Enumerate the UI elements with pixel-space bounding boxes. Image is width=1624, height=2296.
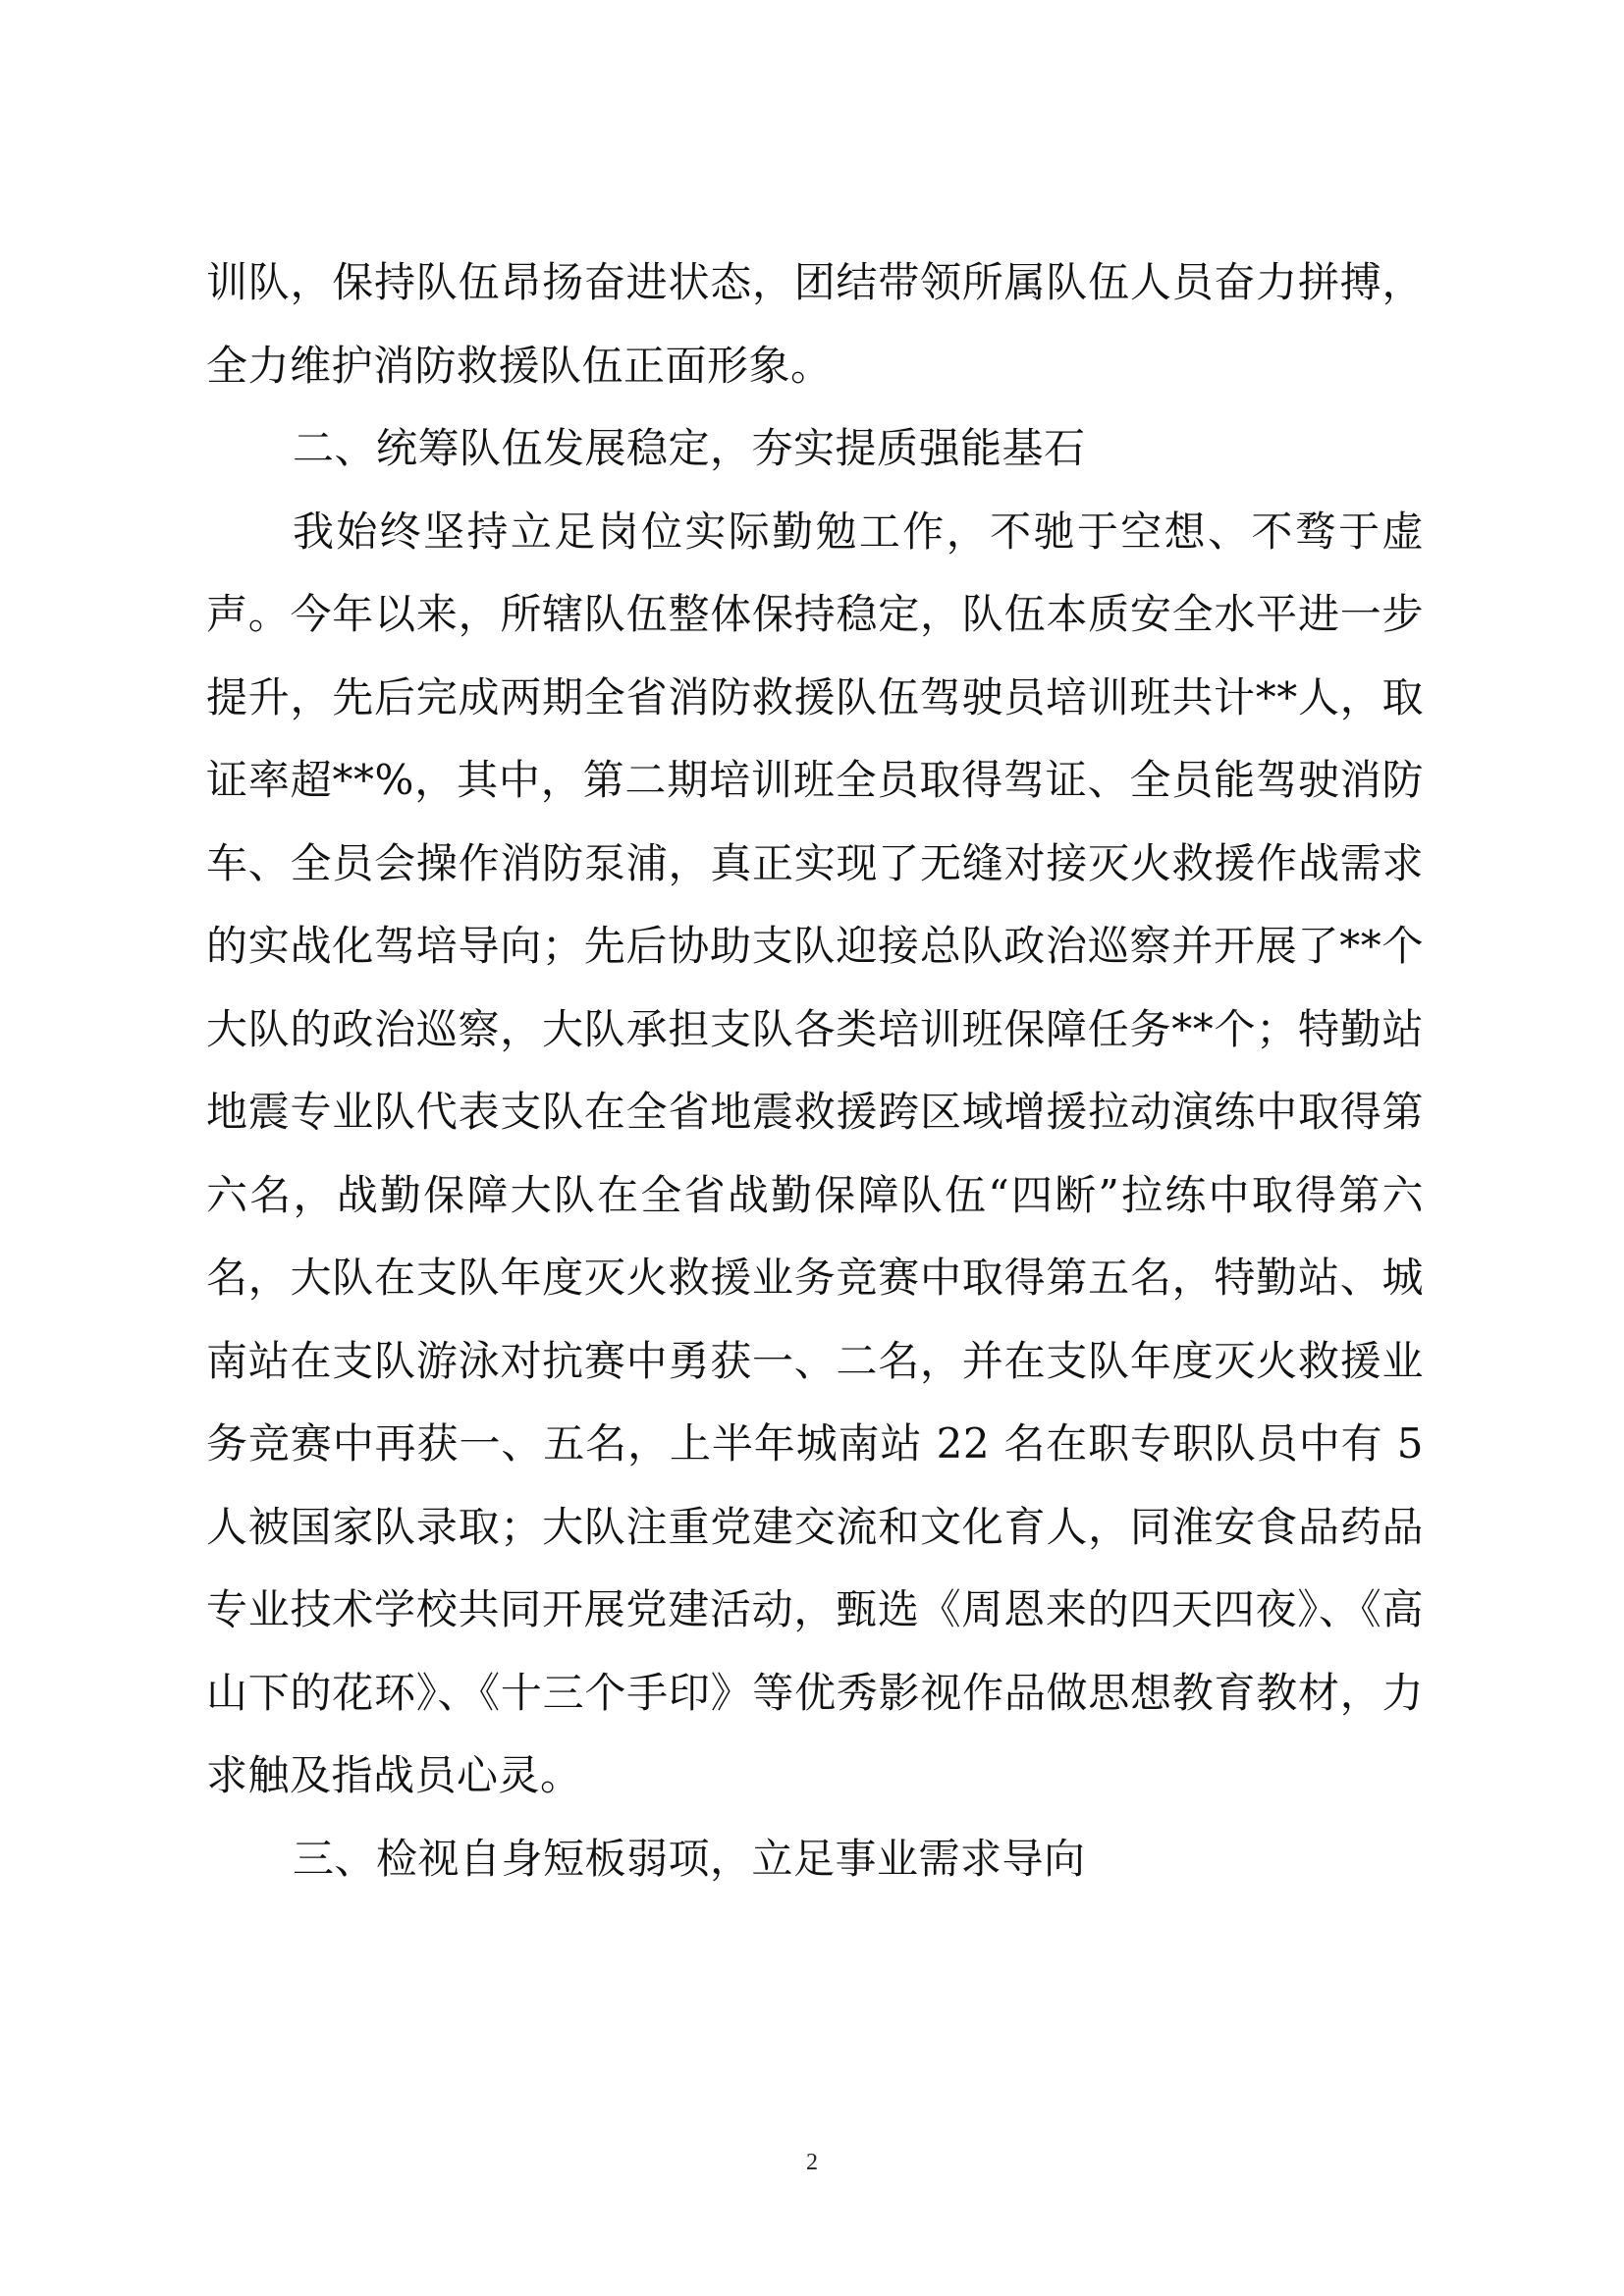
section-heading-3: 三、检视自身短板弱项，立足事业需求导向: [293, 1834, 1086, 1883]
page-number: 2: [806, 2150, 818, 2175]
paragraph-body: 我始终坚持立足岗位实际勤勉工作，不驰于空想、不骛于虚声。今年以来，所辖队伍整体保持稳定，队伍本质安全水平进一步提升，先后完成两期全省消防救援队伍驾驶员培训班共计**人，取证率超**%，其中，第二期培训班全员取得驾证、全员能驾驶消防车、全员会操作消防泵浦，真正实现了无缝对接灭火救援作战需求的实战化驾培导向；先后协助支队迎接总队政治巡察并开展了**个大队的政治巡察，大队承担支队各类培训班保障任务**个；特勤站地震专业队代表支队在全省地震救援跨区域增援拉动演练中取得第六名，战勤保障大队在全省战勤保障队伍“四断”拉练中取得第六名，大队在支队年度灭火救援业务竞赛中取得第五名，特勤站、城南站在支队游泳对抗赛中勇获一、二名，并在支队年度灭火救援业务竞赛中再获一、五名，上半年城南站 22 名在职专职队员中有 5 人被国家队录取；大队注重党建交流和文化育人，同淮安食品药品专业技术学校共同开展党建活动，甄选《周恩来的四天四夜》、《高山下的花环》、《十三个手印》等优秀影视作品做思想教育教材，力求触及指战员心灵。: [206, 507, 1424, 1799]
body-text: [206, 241, 1424, 1900]
section-heading-2: 二、统筹队伍发展稳定，夯实提质强能基石: [293, 424, 1086, 472]
paragraph-continuation: 训队，保持队伍昂扬奋进状态，团结带领所属队伍人员奋力拼搏，全力维护消防救援队伍正面形象。: [206, 258, 1424, 390]
